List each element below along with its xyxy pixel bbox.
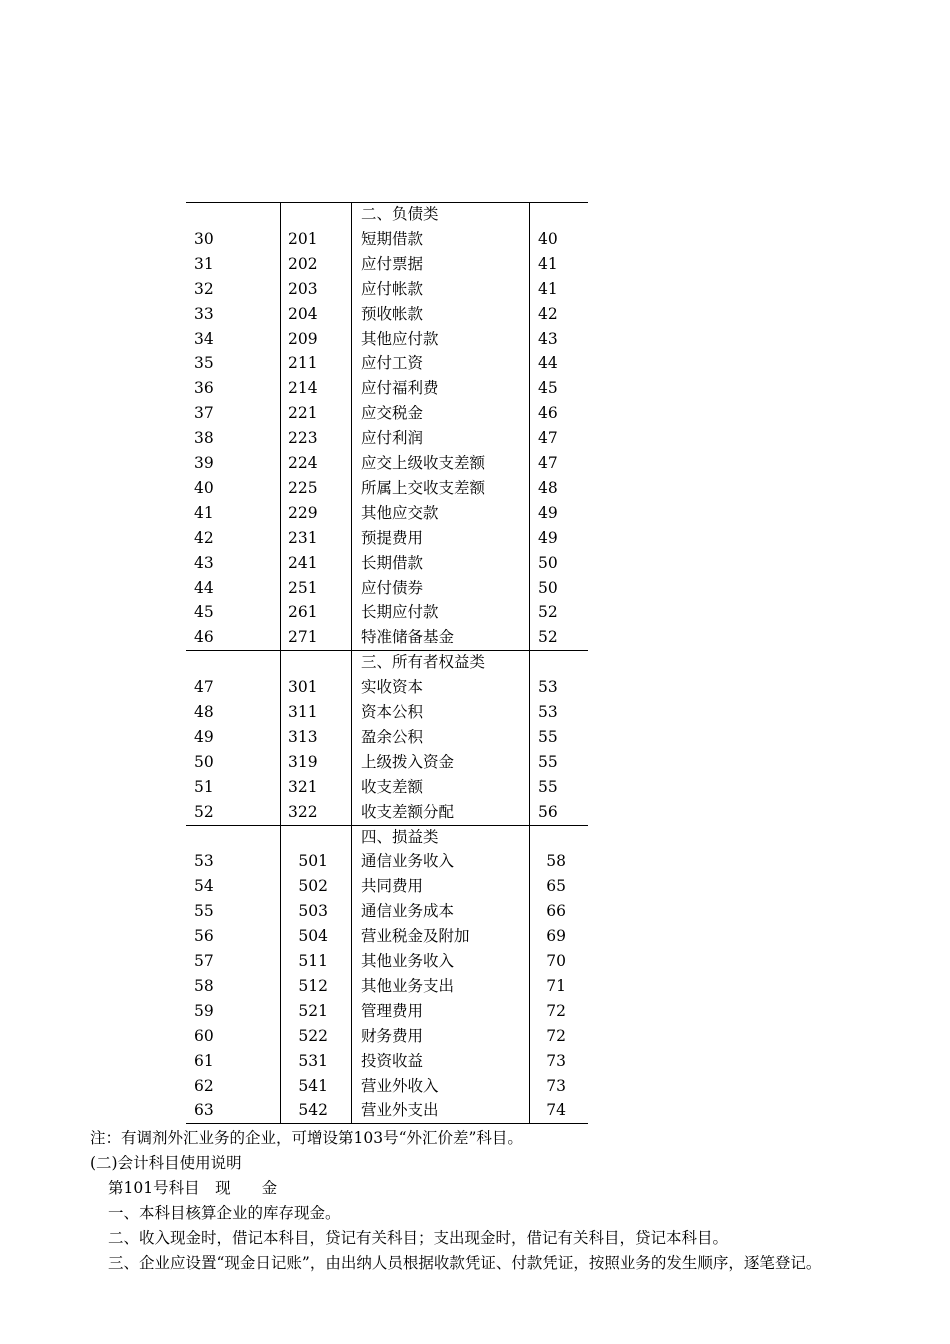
page-number: 72	[546, 1001, 566, 1020]
page-number: 69	[546, 927, 566, 946]
page-number: 70	[546, 952, 566, 970]
account-name: 共同费用	[361, 877, 424, 896]
page-number: 50	[538, 553, 558, 572]
account-code: 504	[298, 927, 328, 946]
table-row	[186, 526, 588, 551]
table-row	[186, 451, 588, 476]
page-number: 72	[546, 1026, 566, 1045]
table-row	[186, 401, 588, 426]
account-code: 214	[288, 379, 318, 398]
page-number: 65	[546, 877, 566, 896]
account-name: 资本公积	[361, 703, 424, 721]
row-number: 61	[194, 1051, 214, 1070]
page-number: 44	[538, 354, 558, 373]
row-number: 58	[194, 976, 214, 995]
section-header-row	[186, 202, 588, 227]
page-number: 47	[538, 454, 558, 472]
account-code: 511	[298, 952, 328, 970]
table-row	[186, 376, 588, 401]
row-number: 40	[194, 478, 214, 497]
row-number: 60	[194, 1026, 214, 1045]
account-name: 应付票据	[361, 254, 424, 273]
account-name: 应付福利费	[361, 379, 439, 398]
account-code: 321	[288, 777, 318, 796]
table-row	[186, 576, 588, 601]
section-header: 二、负债类	[361, 205, 439, 223]
account-code: 322	[288, 802, 318, 821]
row-number: 51	[194, 777, 214, 796]
row-number: 50	[194, 752, 214, 771]
account-name: 收支差额分配	[361, 802, 455, 821]
account-name: 财务费用	[361, 1026, 424, 1045]
item-2: 二、收入现金时，借记本科目，贷记有关科目；支出现金时，借记有关科目，贷记本科目。	[108, 1229, 729, 1247]
page-number: 40	[538, 229, 558, 248]
row-number: 47	[194, 678, 214, 697]
account-name: 通信业务成本	[361, 902, 455, 921]
item-1: 一、本科目核算企业的库存现金。	[108, 1204, 341, 1222]
table-row	[186, 725, 588, 750]
row-number: 63	[194, 1101, 214, 1120]
account-name: 预收帐款	[361, 304, 424, 323]
row-number: 31	[194, 254, 214, 273]
table-row	[186, 625, 588, 650]
account-code: 231	[288, 528, 318, 547]
account-name: 应付工资	[361, 354, 424, 373]
account-code: 503	[298, 902, 328, 921]
page-number: 49	[538, 528, 558, 547]
account-name: 营业税金及附加	[361, 927, 470, 946]
table-row	[186, 252, 588, 277]
table-row	[186, 426, 588, 451]
account-name: 所属上交收支差额	[361, 478, 486, 497]
table-row	[186, 949, 588, 974]
account-code: 301	[288, 678, 318, 697]
row-number: 42	[194, 528, 214, 547]
page-number: 43	[538, 329, 558, 348]
account-code: 531	[298, 1051, 328, 1070]
page-number: 48	[538, 478, 558, 497]
account-code: 229	[288, 503, 318, 522]
account-name: 应付利润	[361, 429, 424, 448]
account-name: 营业外收入	[361, 1076, 439, 1095]
page-number: 71	[546, 976, 566, 995]
table-row	[186, 302, 588, 327]
column-divider	[529, 202, 530, 1123]
table-row	[186, 1074, 588, 1099]
table-row	[186, 600, 588, 625]
table-row	[186, 899, 588, 924]
page-number: 50	[538, 578, 558, 597]
account-code: 512	[298, 976, 328, 995]
account-code: 542	[298, 1101, 328, 1120]
page-number: 42	[538, 304, 558, 323]
row-number: 57	[194, 952, 214, 970]
table-row	[186, 999, 588, 1024]
page-number: 56	[538, 802, 558, 821]
section-title: (二)会计科目使用说明	[90, 1154, 242, 1172]
page-number: 73	[546, 1076, 566, 1095]
column-divider	[351, 202, 352, 1123]
table-row	[186, 1024, 588, 1049]
account-code: 502	[298, 877, 328, 896]
row-number: 32	[194, 279, 214, 298]
account-name: 盈余公积	[361, 727, 424, 746]
account-code: 313	[288, 727, 318, 746]
account-code: 241	[288, 553, 318, 572]
account-code: 224	[288, 454, 318, 472]
row-number: 54	[194, 877, 214, 896]
account-name: 短期借款	[361, 229, 424, 248]
account-code: 202	[288, 254, 318, 273]
table-row	[186, 351, 588, 376]
row-number: 56	[194, 927, 214, 946]
section-header-row	[186, 825, 588, 850]
account-name: 应交税金	[361, 404, 424, 423]
row-number: 62	[194, 1076, 214, 1095]
table-rule	[186, 202, 588, 203]
page-number: 52	[538, 603, 558, 622]
table-rule	[186, 1123, 588, 1124]
page-number: 55	[538, 727, 558, 746]
page-number: 73	[546, 1051, 566, 1070]
section-header-row	[186, 650, 588, 675]
table-rule	[186, 650, 588, 651]
table-row	[186, 974, 588, 999]
account-code: 311	[288, 703, 318, 721]
page-number: 41	[538, 279, 558, 298]
account-code: 521	[298, 1001, 328, 1020]
table-row	[186, 327, 588, 352]
account-name: 长期借款	[361, 553, 424, 572]
page-number: 45	[538, 379, 558, 398]
account-name: 应付帐款	[361, 279, 424, 298]
page-number: 46	[538, 404, 558, 423]
table-row	[186, 849, 588, 874]
row-number: 55	[194, 902, 214, 921]
account-code: 201	[288, 229, 318, 248]
page-number: 55	[538, 777, 558, 796]
row-number: 53	[194, 852, 214, 871]
account-code: 251	[288, 578, 318, 597]
row-number: 59	[194, 1001, 214, 1020]
table-row	[186, 924, 588, 949]
account-code: 225	[288, 478, 318, 497]
account-name: 其他业务收入	[361, 952, 455, 970]
row-number: 35	[194, 354, 214, 373]
table-row	[186, 551, 588, 576]
account-name: 长期应付款	[361, 603, 439, 622]
row-number: 49	[194, 727, 214, 746]
row-number: 36	[194, 379, 214, 398]
account-name: 应交上级收支差额	[361, 454, 486, 472]
column-divider	[280, 202, 281, 1123]
table-row	[186, 227, 588, 252]
page-number: 52	[538, 628, 558, 647]
page-number: 55	[538, 752, 558, 771]
account-name: 收支差额	[361, 777, 424, 796]
table-row	[186, 1098, 588, 1123]
page-number: 47	[538, 429, 558, 448]
account-name: 应付债券	[361, 578, 424, 597]
table-row	[186, 277, 588, 302]
table-row	[186, 476, 588, 501]
account-name: 其他应交款	[361, 503, 439, 522]
table-row	[186, 700, 588, 725]
table-row	[186, 501, 588, 526]
account-code: 319	[288, 752, 318, 771]
page-number: 58	[546, 852, 566, 871]
row-number: 34	[194, 329, 214, 348]
account-name: 通信业务收入	[361, 852, 455, 871]
account-code: 209	[288, 329, 318, 348]
page-number: 66	[546, 902, 566, 921]
page-number: 53	[538, 703, 558, 721]
page-number: 49	[538, 503, 558, 522]
account-code: 522	[298, 1026, 328, 1045]
account-code: 203	[288, 279, 318, 298]
account-name: 特准储备基金	[361, 628, 455, 647]
row-number: 41	[194, 503, 214, 522]
row-number: 37	[194, 404, 214, 423]
account-code: 271	[288, 628, 318, 647]
account-code: 211	[288, 354, 318, 373]
account-name: 投资收益	[361, 1051, 424, 1070]
account-name: 上级拨入资金	[361, 752, 455, 771]
table-row	[186, 775, 588, 800]
table-row	[186, 800, 588, 825]
account-code: 261	[288, 603, 318, 622]
section-header: 三、所有者权益类	[361, 653, 486, 672]
page-number: 41	[538, 254, 558, 273]
account-code: 501	[298, 852, 328, 871]
row-number: 48	[194, 703, 214, 721]
account-name: 实收资本	[361, 678, 424, 697]
row-number: 52	[194, 802, 214, 821]
account-name: 其他业务支出	[361, 976, 455, 995]
row-number: 33	[194, 304, 214, 323]
item-3: 三、企业应设置“现金日记账”，由出纳人员根据收款凭证、付款凭证，按照业务的发生顺序，逐笔登记。	[108, 1254, 822, 1272]
table-row	[186, 874, 588, 899]
row-number: 44	[194, 578, 214, 597]
section-header: 四、损益类	[361, 827, 439, 846]
account-name: 预提费用	[361, 528, 424, 547]
account-name: 其他应付款	[361, 329, 439, 348]
table-row	[186, 750, 588, 775]
table-row	[186, 675, 588, 700]
account-code: 204	[288, 304, 318, 323]
notes-section	[90, 1126, 870, 1276]
account-name: 营业外支出	[361, 1101, 439, 1120]
table-footnote: 注：有调剂外汇业务的企业，可增设第103号“外汇价差”科目。	[90, 1129, 523, 1147]
page-number: 74	[546, 1101, 566, 1120]
account-table	[186, 202, 588, 1123]
row-number: 46	[194, 628, 214, 647]
account-code: 541	[298, 1076, 328, 1095]
page-number: 53	[538, 678, 558, 697]
table-rule	[186, 825, 588, 826]
table-row	[186, 1049, 588, 1074]
row-number: 39	[194, 454, 214, 472]
row-number: 43	[194, 553, 214, 572]
subject-title: 第101号科目 现 金	[108, 1179, 278, 1197]
account-code: 221	[288, 404, 318, 423]
row-number: 38	[194, 429, 214, 448]
account-code: 223	[288, 429, 318, 448]
row-number: 30	[194, 229, 214, 248]
account-name: 管理费用	[361, 1001, 424, 1020]
row-number: 45	[194, 603, 214, 622]
